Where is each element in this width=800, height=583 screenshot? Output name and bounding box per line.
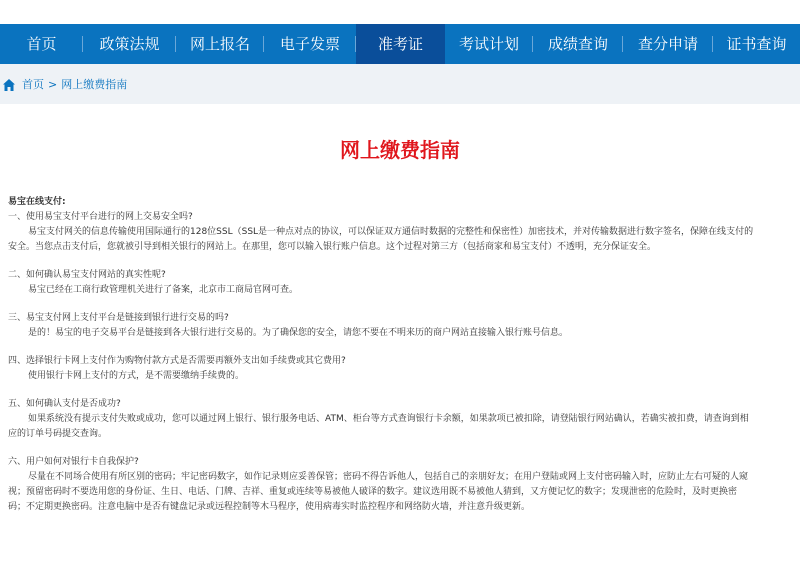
question-2: 二、如何确认易宝支付网站的真实性呢? bbox=[8, 270, 166, 280]
nav-item-2[interactable]: 网上报名 bbox=[176, 24, 264, 64]
nav-item-8[interactable]: 证书查询 bbox=[726, 35, 787, 53]
answer-6-line-1: 尽量在不同场合使用有所区别的密码；牢记密码数字，如作记录则应妥善保管；密码不得告诉他人，包括自己的亲朋好友；在用户登陆或网上支付密码输入时，应防止左右可疑的人窥 bbox=[28, 472, 749, 482]
answer-6-line-3: 码；不定期更换密码。注意电脑中是否有键盘记录或远程控制等木马程序，使用病毒实时监控程序和网络防火墙，并注意升级更新。 bbox=[8, 502, 531, 512]
question-4: 四、选择银行卡网上支付作为购物付款方式是否需要再额外支出如手续费或其它费用? bbox=[8, 356, 346, 366]
breadcrumb bbox=[0, 64, 800, 104]
breadcrumb-current[interactable]: 网上缴费指南 bbox=[61, 78, 128, 91]
top-banner-strip bbox=[0, 0, 800, 24]
question-6: 六、用户如何对银行卡自我保护? bbox=[8, 457, 139, 467]
nav-item-0[interactable]: 首页 bbox=[0, 24, 83, 64]
answer-3: 是的！易宝的电子交易平台是链接到各大银行进行交易的。为了确保您的安全，请您不要在不明来历的商户网站直接输入银行账号信息。 bbox=[28, 328, 569, 338]
answer-2: 易宝已经在工商行政管理机关进行了备案，北京市工商局官网可查。 bbox=[28, 285, 299, 295]
nav-item-6[interactable]: 成绩查询 bbox=[533, 24, 623, 64]
answer-4: 使用银行卡网上支付的方式，是不需要缴纳手续费的。 bbox=[28, 371, 245, 381]
breadcrumb-home-link[interactable]: 首页 bbox=[22, 78, 44, 91]
home-icon[interactable] bbox=[2, 77, 16, 91]
question-3: 三、易宝支付网上支付平台是链接到银行进行交易的吗? bbox=[8, 313, 229, 323]
nav-item-5[interactable]: 考试计划 bbox=[445, 24, 533, 64]
answer-5-line-2: 应的订单号码提交查询。 bbox=[8, 429, 108, 439]
nav-item-7[interactable]: 查分申请 bbox=[623, 24, 713, 64]
nav-item-1[interactable]: 政策法规 bbox=[83, 24, 176, 64]
nav-item-3[interactable]: 电子发票 bbox=[264, 24, 356, 64]
guide-content bbox=[8, 195, 792, 515]
answer-1-line-1: 易宝支付网关的信息传输使用国际通行的128位SSL（SSL是一种点对点的协议，可以保证双方通信时数据的完整性和保密性）加密技术，并对传输数据进行数字签名，保障在线支付的 bbox=[28, 227, 754, 237]
section-heading: 易宝在线支付: bbox=[8, 197, 66, 207]
question-1: 一、使用易宝支付平台进行的网上交易安全吗? bbox=[8, 212, 193, 222]
main-nav bbox=[0, 24, 800, 64]
answer-5-line-1: 如果系统没有提示支付失败或成功，您可以通过网上银行、银行服务电话、ATM、柜台等方式查询银行卡余额，如果款项已被扣除，请登陆银行网站确认，若确实被扣费，请查询到相 bbox=[28, 414, 749, 424]
question-5: 五、如何确认支付是否成功? bbox=[8, 399, 121, 409]
answer-1-line-2: 安全。当您点击支付后，您就被引导到相关银行的网站上。在那里，您可以输入银行账户信息。这个过程对第三方（包括商家和易宝支付）不透明，充分保证安全。 bbox=[8, 242, 657, 252]
nav-item-4[interactable]: 准考证 bbox=[356, 24, 445, 64]
breadcrumb-separator: > bbox=[48, 77, 58, 91]
answer-6-line-2: 视；预留密码时不要选用您的身份证、生日、电话、门牌、吉祥、重复或连续等易被他人破译的数字。建议选用既不易被他人猜到，又方便记忆的数字；发现泄密的危险时，及时更换密 bbox=[8, 487, 738, 497]
page-title: 网上缴费指南 bbox=[340, 138, 460, 162]
